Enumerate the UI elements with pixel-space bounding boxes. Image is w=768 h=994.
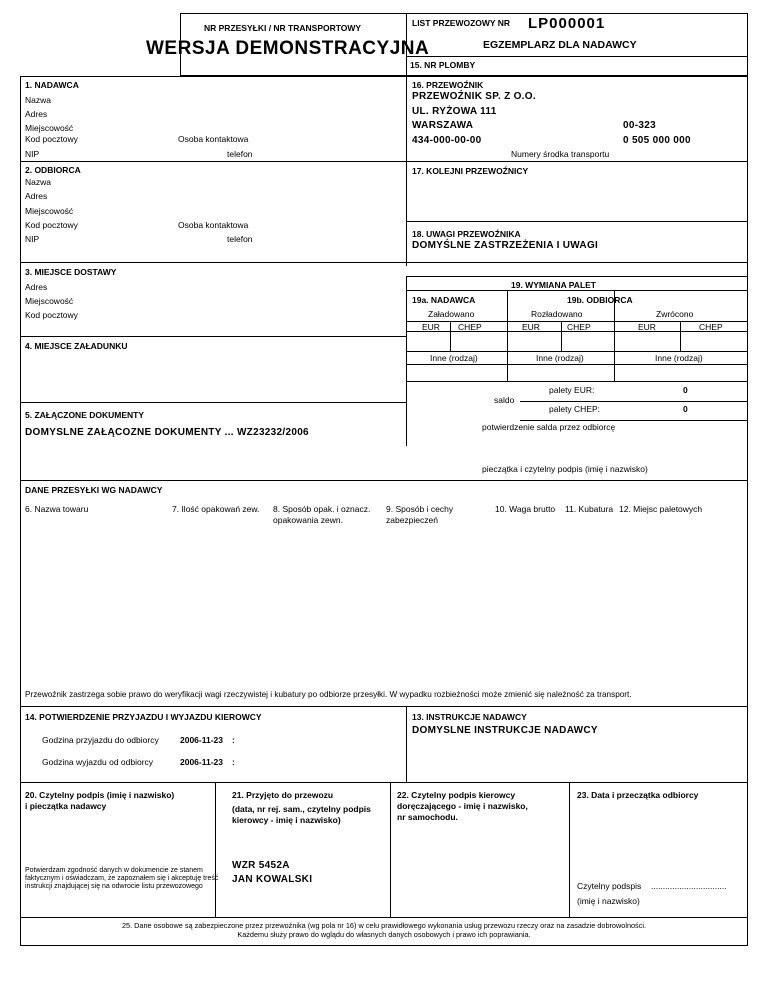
goods-col-name: 6. Nazwa towaru [25,504,89,514]
carrier-zip: 00-323 [623,120,656,131]
line-recipient-bottom [20,262,748,263]
goods-col-pallet-places: 12. Miejsc paletowych [619,504,703,514]
pallets-sender: 19a. NADAWCA [412,295,476,305]
delivery-zip-field[interactable]: Kod pocztowy [25,310,78,320]
line-carrier-bottom [406,161,748,162]
pallets-chep-3: CHEP [699,322,723,332]
waybill-number: LP000001 [528,15,606,32]
saldo-eur-value: 0 [683,385,688,395]
line-signatures-bottom [20,917,748,918]
sig22-line2: doręczającego - imię i nazwisko, [397,801,528,811]
saldo-chep-line [520,420,748,421]
sig21-line3: kierowcy - imię i nazwisko) [232,815,341,825]
copy-label: EGZEMPLARZ DLA NADAWCY [483,39,637,51]
arrival-colon: : [232,735,235,745]
pallet-grid-line5 [406,381,748,382]
pallet-v2 [507,290,508,381]
col-divider-20-21 [215,782,216,917]
sender-city-field[interactable]: Miejscowość [25,123,74,133]
sig23-dots: ................................ [651,881,727,891]
next-carriers-title: 17. KOLEJNI PRZEWOŹNICY [412,166,529,176]
carrier-nip: 434-000-00-00 [412,135,482,146]
header-line-seals [406,56,748,57]
sig21-line2: (data, nr rej. sam., czytelny podpis [232,804,371,814]
footer-line1: 25. Dane osobowe są zabezpieczone przez przewoźnika (wg pola nr 16) w celu prawidłowego wykonania usług przewozu rzeczy oraz na zasadzie dobrowolności. [121,921,647,930]
sender-contact-field[interactable]: Osoba kontaktowa [178,134,249,144]
footer-line2: Każdemu służy prawo do wglądu do własnych danych osobowych i prawo ich poprawiania. [237,930,531,939]
recipient-contact-field[interactable]: Osoba kontaktowa [178,220,249,230]
pallet-grid-line3 [406,351,748,352]
saldo-eur-line [520,401,748,402]
documents-title: 5. ZAŁĄCZONE DOKUMENTY [25,410,144,420]
goods-title: DANE PRZESYŁKI WG NADAWCY [25,485,163,495]
sig20-small1: Potwierdzam zgodność danych w dokumencie ze stanem [25,867,203,874]
departure-value[interactable]: 2006-11-23 [180,757,224,767]
driver-times-title: 14. POTWIERDZENIE PRZYJAZDU I WYJAZDU KIEROWCY [25,712,262,722]
pallets-chep-2: CHEP [567,322,591,332]
pallets-eur-3: EUR [638,322,656,332]
pallets-other-3: Inne (rodzaj) [655,353,703,363]
line-14-bottom [20,782,748,783]
sig21-line1: 21. Przyjęto do przewozu [232,790,334,800]
sender-title: 1. NADAWCA [25,80,79,90]
goods-verification-note: Przewoźnik zastrzega sobie prawo do weryfikacji wagi rzeczywistej i kubatury po odbiorze przesyłki. W wypadku rozbieżności może zmienić się należność za transport. [25,690,632,699]
goods-col-packing-2: opakowania zewn. [273,515,343,525]
pallets-other-2: Inne (rodzaj) [536,353,584,363]
goods-col-volume: 11. Kubatura [565,504,614,514]
pallet-title-line [406,276,748,277]
carrier-phone: 0 505 000 000 [623,135,691,146]
arrival-value[interactable]: 2006-11-23 [180,735,224,745]
goods-col-packages: 7. Ilość opakowań zew. [172,504,260,514]
goods-col-security-2: zabezpieczeń [386,515,438,525]
sig21-driver: JAN KOWALSKI [232,874,313,885]
sender-zip-field[interactable]: Kod pocztowy [25,134,78,144]
line-delivery-bottom [20,336,406,337]
col-divider-22-23 [569,782,570,917]
saldo-chep-value: 0 [683,404,688,414]
recipient-nip-field[interactable]: NIP [25,234,40,244]
pallets-title: 19. WYMIANA PALET [511,280,597,290]
carrier-city: WARSZAWA [412,120,474,131]
departure-label: Godzina wyjazdu od odbiorcy [42,757,154,767]
sig21-plate: WZR 5452A [232,860,290,871]
sender-nip-field[interactable]: NIP [25,149,40,159]
line-goods-bottom [20,706,748,707]
carrier-street: UL. RYŻOWA 111 [412,106,497,117]
sig23-title: 23. Data i przeczątka odbiorcy [577,790,699,800]
sig20-small2: faktycznym i oświadczam, że zapoznałem się i akceptuję treść [25,875,219,882]
pallets-receiver: 19b. ODBIORCA [567,295,633,305]
shipment-no-label: NR PRZESYŁKI / NR TRANSPORTOWY [204,23,362,33]
sender-instructions-value: DOMYSLNE INSTRUKCJE NADAWCY [412,725,598,736]
line-documents-bottom [20,480,748,481]
sender-phone-field[interactable]: telefon [227,149,253,159]
line-next-carriers-bottom [406,221,748,222]
sig20-line1: 20. Czytelny podpis (imię i nazwisko) [25,790,175,800]
delivery-title: 3. MIEJSCE DOSTAWY [25,267,117,277]
saldo-label: saldo [494,395,515,405]
vehicle-numbers-label: Numery środka transportu [511,149,610,159]
saldo-chep-label: palety CHEP: [549,404,601,414]
col-divider-13-14 [406,706,407,782]
recipient-name-field[interactable]: Nazwa [25,177,51,187]
seals-label: 15. NR PLOMBY [410,60,476,70]
sender-name-field[interactable]: Nazwa [25,95,51,105]
pallets-returned: Zwrócono [656,309,694,319]
sender-instructions-title: 13. INSTRUKCJE NADAWCY [412,712,527,722]
sig22-line1: 22. Czytelny podpis kierowcy [397,790,516,800]
recipient-title: 2. ODBIORCA [25,165,81,175]
pallet-v1 [450,321,451,351]
pallets-other-1: Inne (rodzaj) [430,353,478,363]
pallet-v5 [680,321,681,351]
carrier-title: 16. PRZEWOŹNIK [412,80,484,90]
saldo-confirm-label: potwierdzenie salda przez odbiorcę [482,422,616,432]
col-divider-21-22 [390,782,391,917]
pallets-eur-2: EUR [522,322,540,332]
carrier-notes-title: 18. UWAGI PRZEWOŹNIKA [412,229,521,239]
goods-col-weight: 10. Waga brutto [495,504,556,514]
pallets-eur-1: EUR [422,322,440,332]
demo-watermark: WERSJA DEMONSTRACYJNA [146,38,430,59]
sender-address-field[interactable]: Adres [25,109,48,119]
departure-colon: : [232,757,235,767]
carrier-notes-value: DOMYŚLNE ZASTRZEŻENIA I UWAGI [412,240,599,251]
sig22-line3: nr samochodu. [397,812,458,822]
sig23-name-label: (imię i nazwisko) [577,896,640,906]
line-sender-bottom [20,161,406,162]
col-divider-pallets [406,276,407,446]
line-loading-bottom [20,402,406,403]
recipient-address-field[interactable]: Adres [25,191,48,201]
delivery-city-field[interactable]: Miejscowość [25,296,74,306]
recipient-city-field[interactable]: Miejscowość [25,206,74,216]
loading-title: 4. MIEJSCE ZAŁADUNKU [25,341,128,351]
sig20-small3: instrukcji znajdującej się na odwrocie listu przewozowego [25,883,203,890]
sig20-line2: i pieczątka nadawcy [25,801,107,811]
documents-value: DOMYSLNE ZAŁĄCOZNE DOKUMENTY ... WZ23232/2006 [25,427,309,438]
pallets-unloaded: Rozładowano [531,309,583,319]
sig23-signature-label: Czytelny podspis [577,881,642,891]
saldo-eur-label: palety EUR: [549,385,595,395]
arrival-label: Godzina przyjazdu do odbiorcy [42,735,159,745]
pallets-stamp-label: pieczątka i czytelny podpis (imię i nazwisko) [482,464,648,474]
pallet-v3 [561,321,562,351]
col-divider-top [406,76,407,266]
delivery-address-field[interactable]: Adres [25,282,48,292]
waybill-label: LIST PRZEWOZOWY NR [412,18,511,28]
pallet-grid-line4 [406,364,748,365]
recipient-zip-field[interactable]: Kod pocztowy [25,220,78,230]
goods-col-packing: 8. Sposób opak. i oznacz. [273,504,371,514]
pallets-chep-1: CHEP [458,322,482,332]
carrier-name: PRZEWOŹNIK SP. Z O.O. [412,91,536,102]
pallet-sub-line [406,290,748,291]
pallets-loaded: Załadowano [428,309,475,319]
goods-col-security: 9. Sposób i cechy [386,504,454,514]
recipient-phone-field[interactable]: telefon [227,234,253,244]
